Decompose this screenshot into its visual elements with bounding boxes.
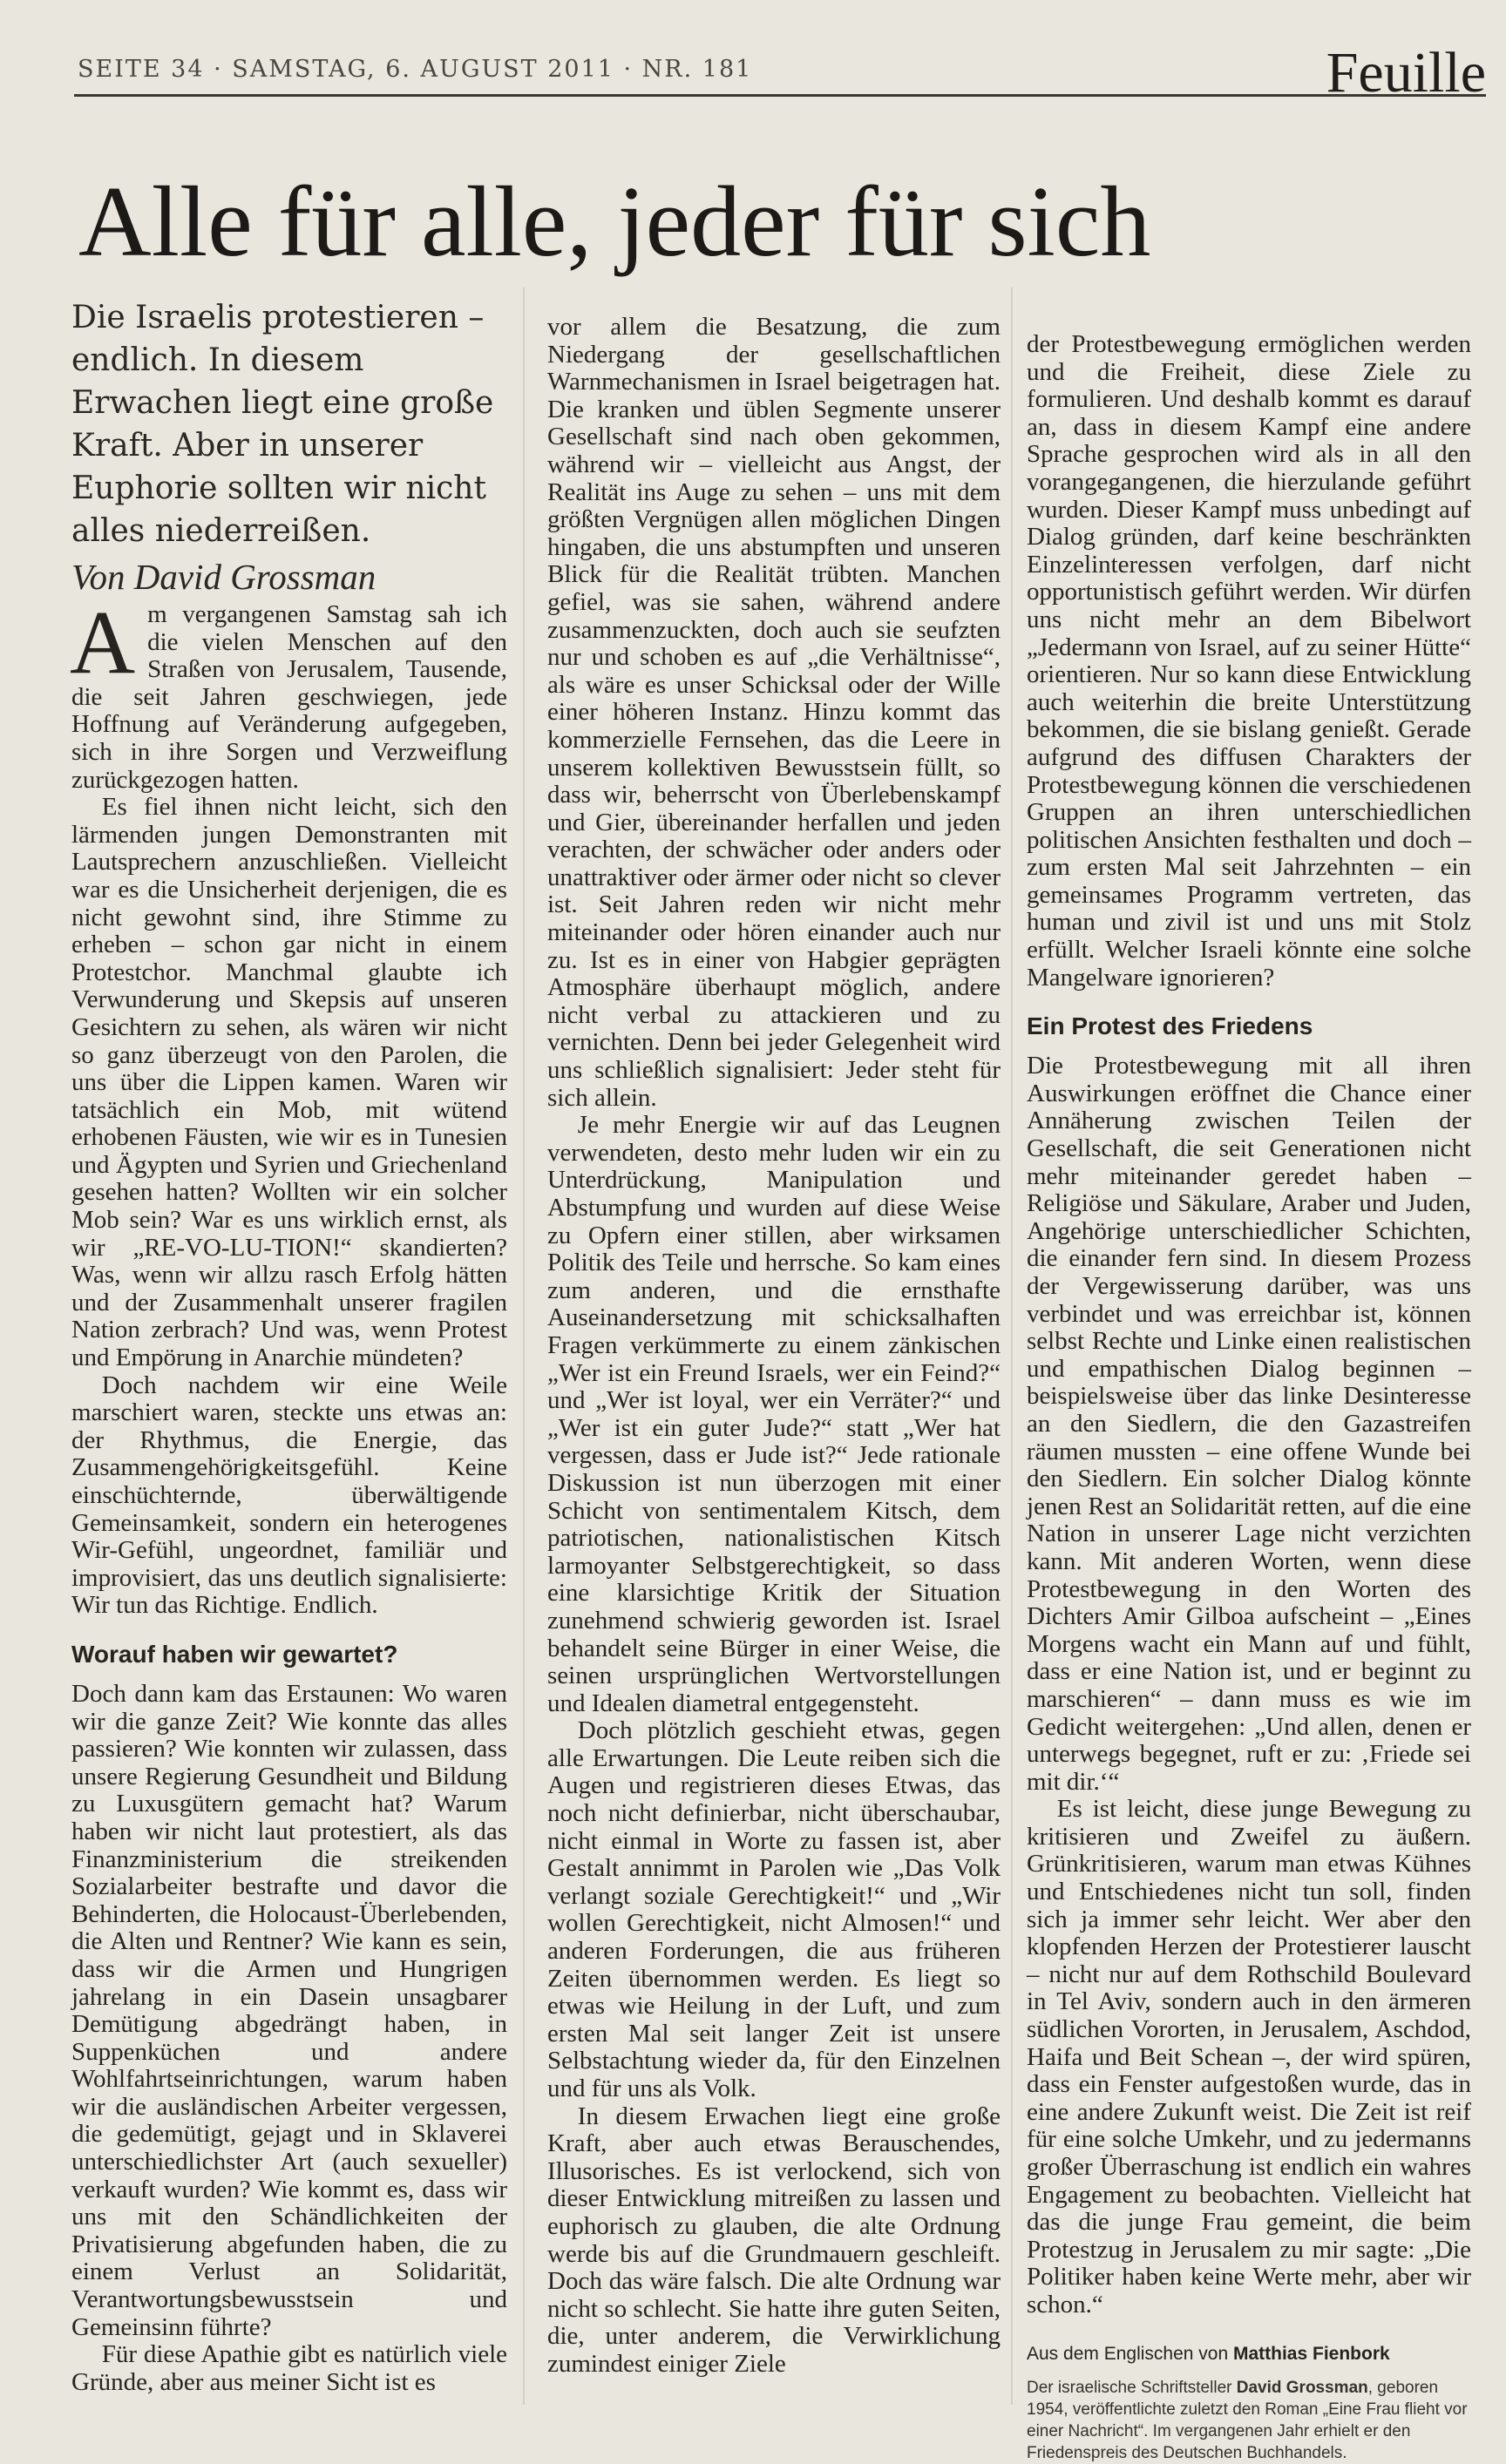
- paragraph: vor allem die Besatzung, die zum Niedergang der gesellschaftlichen Warnmechanismen in Israel beigetragen hat. Die kranken und üblen Segmente unserer Gesellschaft sind nach oben gekommen, während wir – vielleicht aus Angst, der Realität ins Auge zu sehen – uns mit dem größten Vergnügen allen möglichen Dingen hingaben, die uns abstumpften und unseren Blick für die Realität trübten. Manchen gefiel, was sie sahen, während andere zusammenzuckten, doch auch sie seufzten nur und schoben es auf „die Verhältnisse“, als wäre es unser Schicksal oder der Wille einer höheren Instanz. Hinzu kommt das kommerzielle Fernsehen, das die Leere in unserem kollektiven Bewusstsein füllt, so dass wir, beherrscht von Überlebenskampf und Gier, übereinander herfallen und jeden verachten, der schwächer oder anders oder unattraktiver oder ärmer oder nicht so clever ist. Seit Jahren reden wir nicht mehr miteinander oder hören einander auch nur zu. Ist es in einer von Habgier geprägten Atmosphäre überhaupt möglich, andere nicht verbal zu attackieren und zu vernichten. Denn bei jeder Gelegenheit wird uns schließlich signalisiert: Jeder steht für sich allein.: [547, 313, 1001, 1112]
- paragraph: Es fiel ihnen nicht leicht, sich den lärmenden jungen Demonstranten mit Lautsprechern anzuschließen. Vielleicht war es die Unsicherheit derjenigen, die es nicht gewohnt sind, ihre Stimme zu erheben – schon gar nicht in einem Protestchor. Manchmal glaubte ich Verwunderung und Skepsis auf unseren Gesichtern zu sehen, als wären wir nicht so ganz überzeugt von den Parolen, die uns über die Lippen kamen. Waren wir tatsächlich ein Mob, mit wütend erhobenen Fäusten, wie wir es in Tunesien und Ägypten und Syrien und Griechenland gesehen hatten? Wollten wir ein solcher Mob sein? War es uns wirklich ernst, als wir „RE-VO-LU-TION!“ skandierten? Was, wenn wir allzu rasch Erfolg hätten und der Zusammenhalt unserer fragilen Nation zerbrach? Und was, wenn Protest und Empörung in Anarchie mündeten?: [71, 793, 507, 1372]
- paragraph: In diesem Erwachen liegt eine große Kraft, aber auch etwas Berauschendes, Illusorisches. Es ist verlockend, sich von dieser Entwicklung mitreißen zu lassen und euphorisch zu glauben, die alte Ordnung werde bis auf die Grundmauern geschleift. Doch das wäre falsch. Die alte Ordnung war nicht so schlecht. Sie hatte ihre guten Seiten, die, unter anderem, die Verwirklichung zumindest einiger Ziele: [547, 2102, 1001, 2378]
- masthead: [74, 33, 1486, 105]
- bio-prefix: Der israelische Schriftsteller: [1027, 2378, 1232, 2397]
- column-divider: [1011, 288, 1013, 2405]
- author-bio: [1027, 2377, 1471, 2464]
- column-2: [547, 314, 1001, 2409]
- translator-name: Matthias Fienbork: [1232, 2343, 1390, 2364]
- paragraph: Doch plötzlich geschieht etwas, gegen alle Erwartungen. Die Leute reiben sich die Augen und registrieren dieses Etwas, das noch nicht definierbar, nicht überschaubar, nicht einmal in Worte zu fassen ist, aber Gestalt annimmt in Parolen wie „Das Volk verlangt soziale Gerechtigkeit!“ und „Wir wollen Gerechtigkeit, nicht Almosen!“ und anderen Forderungen, die aus früheren Zeiten übernommen werden. Es liegt so etwas wie Heilung in der Luft, und zum ersten Mal seit langer Zeit ist unsere Selbstachtung wieder da, für den Einzelnen und für uns als Volk.: [547, 1716, 1001, 2102]
- section-title: Feuille: [1326, 41, 1486, 105]
- credit-prefix: Aus dem Englischen von: [1027, 2343, 1229, 2364]
- paragraph: der Protestbewegung ermöglichen werden und die Freiheit, diese Ziele zu formulieren. Und deshalb kommt es darauf an, dass in diesem Kampf eine andere Sprache gesprochen wird als in all den vorangegangenen, die hierzulande geführt wurden. Dieser Kampf muss unbedingt auf Dialog gründen, darf keine beschränkten Einzelinteressen verfolgen, darf nicht opportunistisch geführt werden. Wir dürfen uns nicht mehr an dem Bibelwort „Jedermann von Israel, auf zu seiner Hütte“ orientieren. Nur so kann diese Entwicklung auch weiterhin die breite Unterstützung bekommen, die sie bislang genießt. Gerade aufgrund des diffusen Charakters der Protestbewegung können die verschiedenen Gruppen an ihren unterschiedlichen politischen Ansichten festhalten und doch – zum ersten Mal seit Jahrzehnten – ein gemeinsames Programm vertreten, das human und zivil ist und uns mit Stolz erfüllt. Welcher Israeli könnte eine solche Mangelware ignorieren?: [1027, 330, 1471, 992]
- translator-credit: [1027, 2342, 1471, 2366]
- paragraph: Je mehr Energie wir auf das Leugnen verwendeten, desto mehr luden wir ein zu Unterdrückung, Manipulation und Abstumpfung und wurden auf diese Weise zu Opfern einer stillen, aber wirksamen Politik des Teile und herrsche. So kam eines zum anderen, und die ernsthafte Auseinandersetzung mit schicksalhaften Fragen verkümmerte zu einem zänkischen „Wer ist ein Freund Israels, wer ein Feind?“ und „Wer ist loyal, wer ein Verräter?“ und „Wer ist ein guter Jude?“ statt „Wer hat vergessen, dass er Jude ist?“ Jede rationale Diskussion ist nun überzogen mit einer Schicht von sentimentalem Kitsch, dem patriotischen, nationalistischen Kitsch larmoyanter Selbstgerechtigkeit, so dass eine klarsichtige Kritik der Situation zunehmend schwierig geworden ist. Israel behandelt seine Bürger in einer Weise, die seinen ursprünglichen Wertvorstellungen und Idealen diametral entgegensteht.: [547, 1111, 1001, 1717]
- drop-cap: A: [70, 592, 136, 693]
- paragraph-text: m vergangenen Samstag sah ich die vielen Menschen auf den Straßen von Jerusalem, Tausende, die seit Jahren geschwiegen, jede Hoffnung auf Veränderung aufgegeben, sich in ihre Sorgen und Verzweiflung zurückgezogen hatten.: [71, 600, 507, 794]
- column-1: [70, 296, 507, 2396]
- byline: Von David Grossman: [71, 557, 376, 597]
- paragraph: Doch dann kam das Erstaunen: Wo waren wir die ganze Zeit? Wie konnte das alles passieren? Wie konnten wir zulassen, dass unsere Regierung Gesundheit und Bildung zu Luxusgütern gemacht hat? Warum haben wir nicht laut protestiert, als das Finanzministerium die streikenden Sozialarbeiter bestrafte und davor die Behinderten, die Holocaust-Überlebenden, die Alten und Rentner? Wie kann es sein, dass wir die Armen und Hungrigen jahrelang in ein Dasein unsagbarer Demütigung abgedrängt haben, in Suppenküchen und andere Wohlfahrtseinrichtungen, warum haben wir die ausländischen Arbeiter vergessen, die gedemütigt, gejagt und in Sklaverei unterschiedlichster Art (auch sexueller) verkauft wurden? Wie kommt es, dass wir uns mit den Schändlichkeiten der Privatisierung abgefunden haben, die zu einem Verlust an Solidarität, Verantwortungsbewusstsein und Gemeinsinn führte?: [71, 1679, 507, 2341]
- bio-text: , geboren 1954, veröffentlichte zuletzt den Roman „Eine Frau flieht vor einer Nachricht“. Im vergangenen Jahr erhielt er den Friedenspreis des Deutschen Buchhandels.: [1027, 2378, 1468, 2462]
- column-3: [1027, 330, 1471, 2462]
- article-lead: Die Israelis protestieren – endlich. In diesem Erwachen liegt eine große Kraft. Aber in unserer Euphorie sollten wir nicht alles niederreißen.: [71, 300, 494, 549]
- article-headline: Alle für alle, jeder für sich: [78, 166, 1151, 278]
- paragraph: Für diese Apathie gibt es natürlich viele Gründe, aber aus meiner Sicht ist es: [71, 2340, 507, 2396]
- paragraph: Doch nachdem wir eine Weile marschiert waren, steckte uns etwas an: der Rhythmus, die Energie, das Zusammengehörigkeitsgefühl. Keine einschüchternde, überwältigende Gemeinsamkeit, sondern ein heterogenes Wir-Gefühl, ungeordnet, familiär und improvisiert, das uns deutlich signalisierte: Wir tun das Richtige. Endlich.: [71, 1371, 507, 1620]
- paragraph: Die Protestbewegung mit all ihren Auswirkungen eröffnet die Chance einer Annäherung zwischen Teilen der Gesellschaft, die seit Generationen nicht mehr miteinander geredet haben – Religiöse und Säkulare, Araber und Juden, Angehörige unterschiedlicher Schichten, die einander fern sind. In diesem Prozess der Vergewisserung darüber, was uns verbindet und was erreichbar ist, können selbst Rechte und Linke einen realistischen und empathischen Dialog beginnen – beispielsweise über das linke Desinteresse an den Siedlern, die den Gazastreifen räumen mussten – eine offene Wunde bei den Siedlern. Ein solcher Dialog könnte jenen Rest an Solidarität retten, auf die eine Nation in unserer Lage nicht verzichten kann. Mit anderen Worten, wenn diese Protestbewegung in den Worten des Dichters Amir Gilboa aufscheint – „Eines Morgens wacht ein Mann auf und fühlt, dass er eine Nation ist, und er beginnt zu marschieren“ – dann muss es wie im Gedicht weitergehen: „Und allen, denen er unterwegs begegnet, ruft er zu: ‚Friede sei mit dir.‘“: [1027, 1052, 1471, 1796]
- issue-line: SEITE 34 · SAMSTAG, 6. AUGUST 2011 · NR. 181: [78, 56, 753, 83]
- subheading: Ein Protest des Friedens: [1027, 1012, 1313, 1040]
- author-name: David Grossman: [1236, 2378, 1368, 2397]
- paragraph: Es ist leicht, diese junge Bewegung zu kritisieren und Zweifel zu äußern. Grünkritisieren, warum man etwas Kühnes und Entschiedenes nicht tun soll, finden sich ja immer sehr leicht. Wer aber den klopfenden Herzen der Protestierer lauscht – nicht nur auf dem Rothschild Boulevard in Tel Aviv, sondern auch in den ärmeren südlichen Vororten, in Jerusalem, Aschdod, Haifa und Beit Schean –, der wird spüren, dass ein Fenster aufgestoßen wurde, das in eine andere Zukunft weist. Die Zeit ist reif für eine solche Umkehr, und zu jedermanns großer Überraschung ist endlich ein wahres Engagement zu beobachten. Vielleicht hat das die junge Frau gemeint, die beim Protestzug in Jerusalem zu mir sagte: „Die Politiker haben keine Werte mehr, aber wir schon.“: [1027, 1795, 1471, 2318]
- subheading: Worauf haben wir gewartet?: [71, 1640, 398, 1668]
- paragraph: [70, 592, 507, 794]
- column-divider: [523, 288, 525, 2405]
